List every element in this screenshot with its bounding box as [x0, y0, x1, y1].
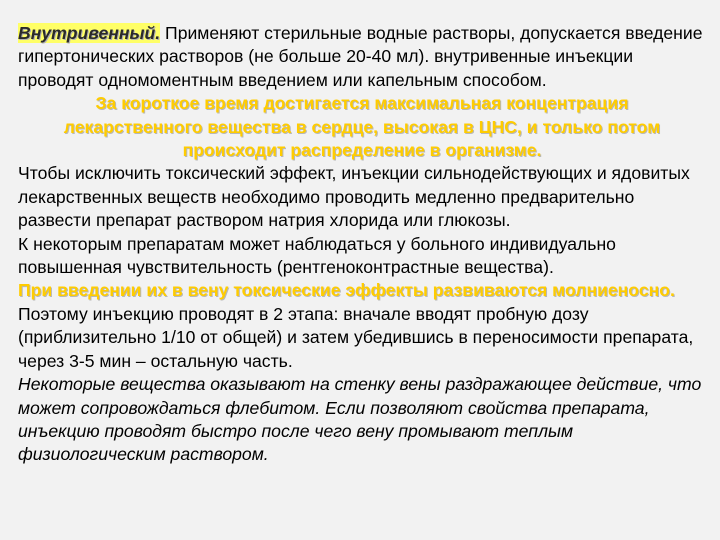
highlight-concentration: За короткое время достигается максимальная концентрация лекарственного вещества в сердце, высокая в ЦНС, и только потом происходит распределение в организме.	[63, 93, 661, 161]
paragraph-two-stage	[18, 279, 706, 373]
term-intravenous: Внутривенный.	[18, 23, 161, 43]
paragraph-toxic-effect: Чтобы исключить токсический эффект, инъекции сильнодействующих и ядовитых лекарственных веществ необходимо проводить медленно предварительно развести препарат раствором натрия хлорида или глюкозы.	[18, 163, 690, 231]
paragraph-phlebitis: Некоторые вещества оказывают на стенку вены раздражающее действие, что может сопровождаться флебитом. Если позволяют свойства препарата, инъекцию проводят быстро после чего вену промывают теплым физиологическим раствором.	[18, 374, 702, 465]
paragraph-intravenous	[18, 22, 706, 92]
paragraph-intravenous-text: Применяют стерильные водные растворы, допускается введение гипертонических растворов (не больше 20-40 мл). внутривенные инъекции проводят одномоментным введением или капельным способом.	[18, 23, 703, 90]
highlight-lightning-effect: При введении их в вену токсические эффекты развиваются молниеносно.	[18, 280, 675, 301]
paragraph-two-stage-text: Поэтому инъекцию проводят в 2 этапа: вначале вводят пробную дозу (приблизительно 1/10 от общей) и затем убедившись в переносимости препарата, через 3-5 мин – остальную часть.	[18, 303, 694, 371]
paragraph-sensitivity: К некоторым препаратам может наблюдаться у больного индивидуально повышенная чувствительность (рентгеноконтрастные вещества).	[18, 233, 616, 278]
